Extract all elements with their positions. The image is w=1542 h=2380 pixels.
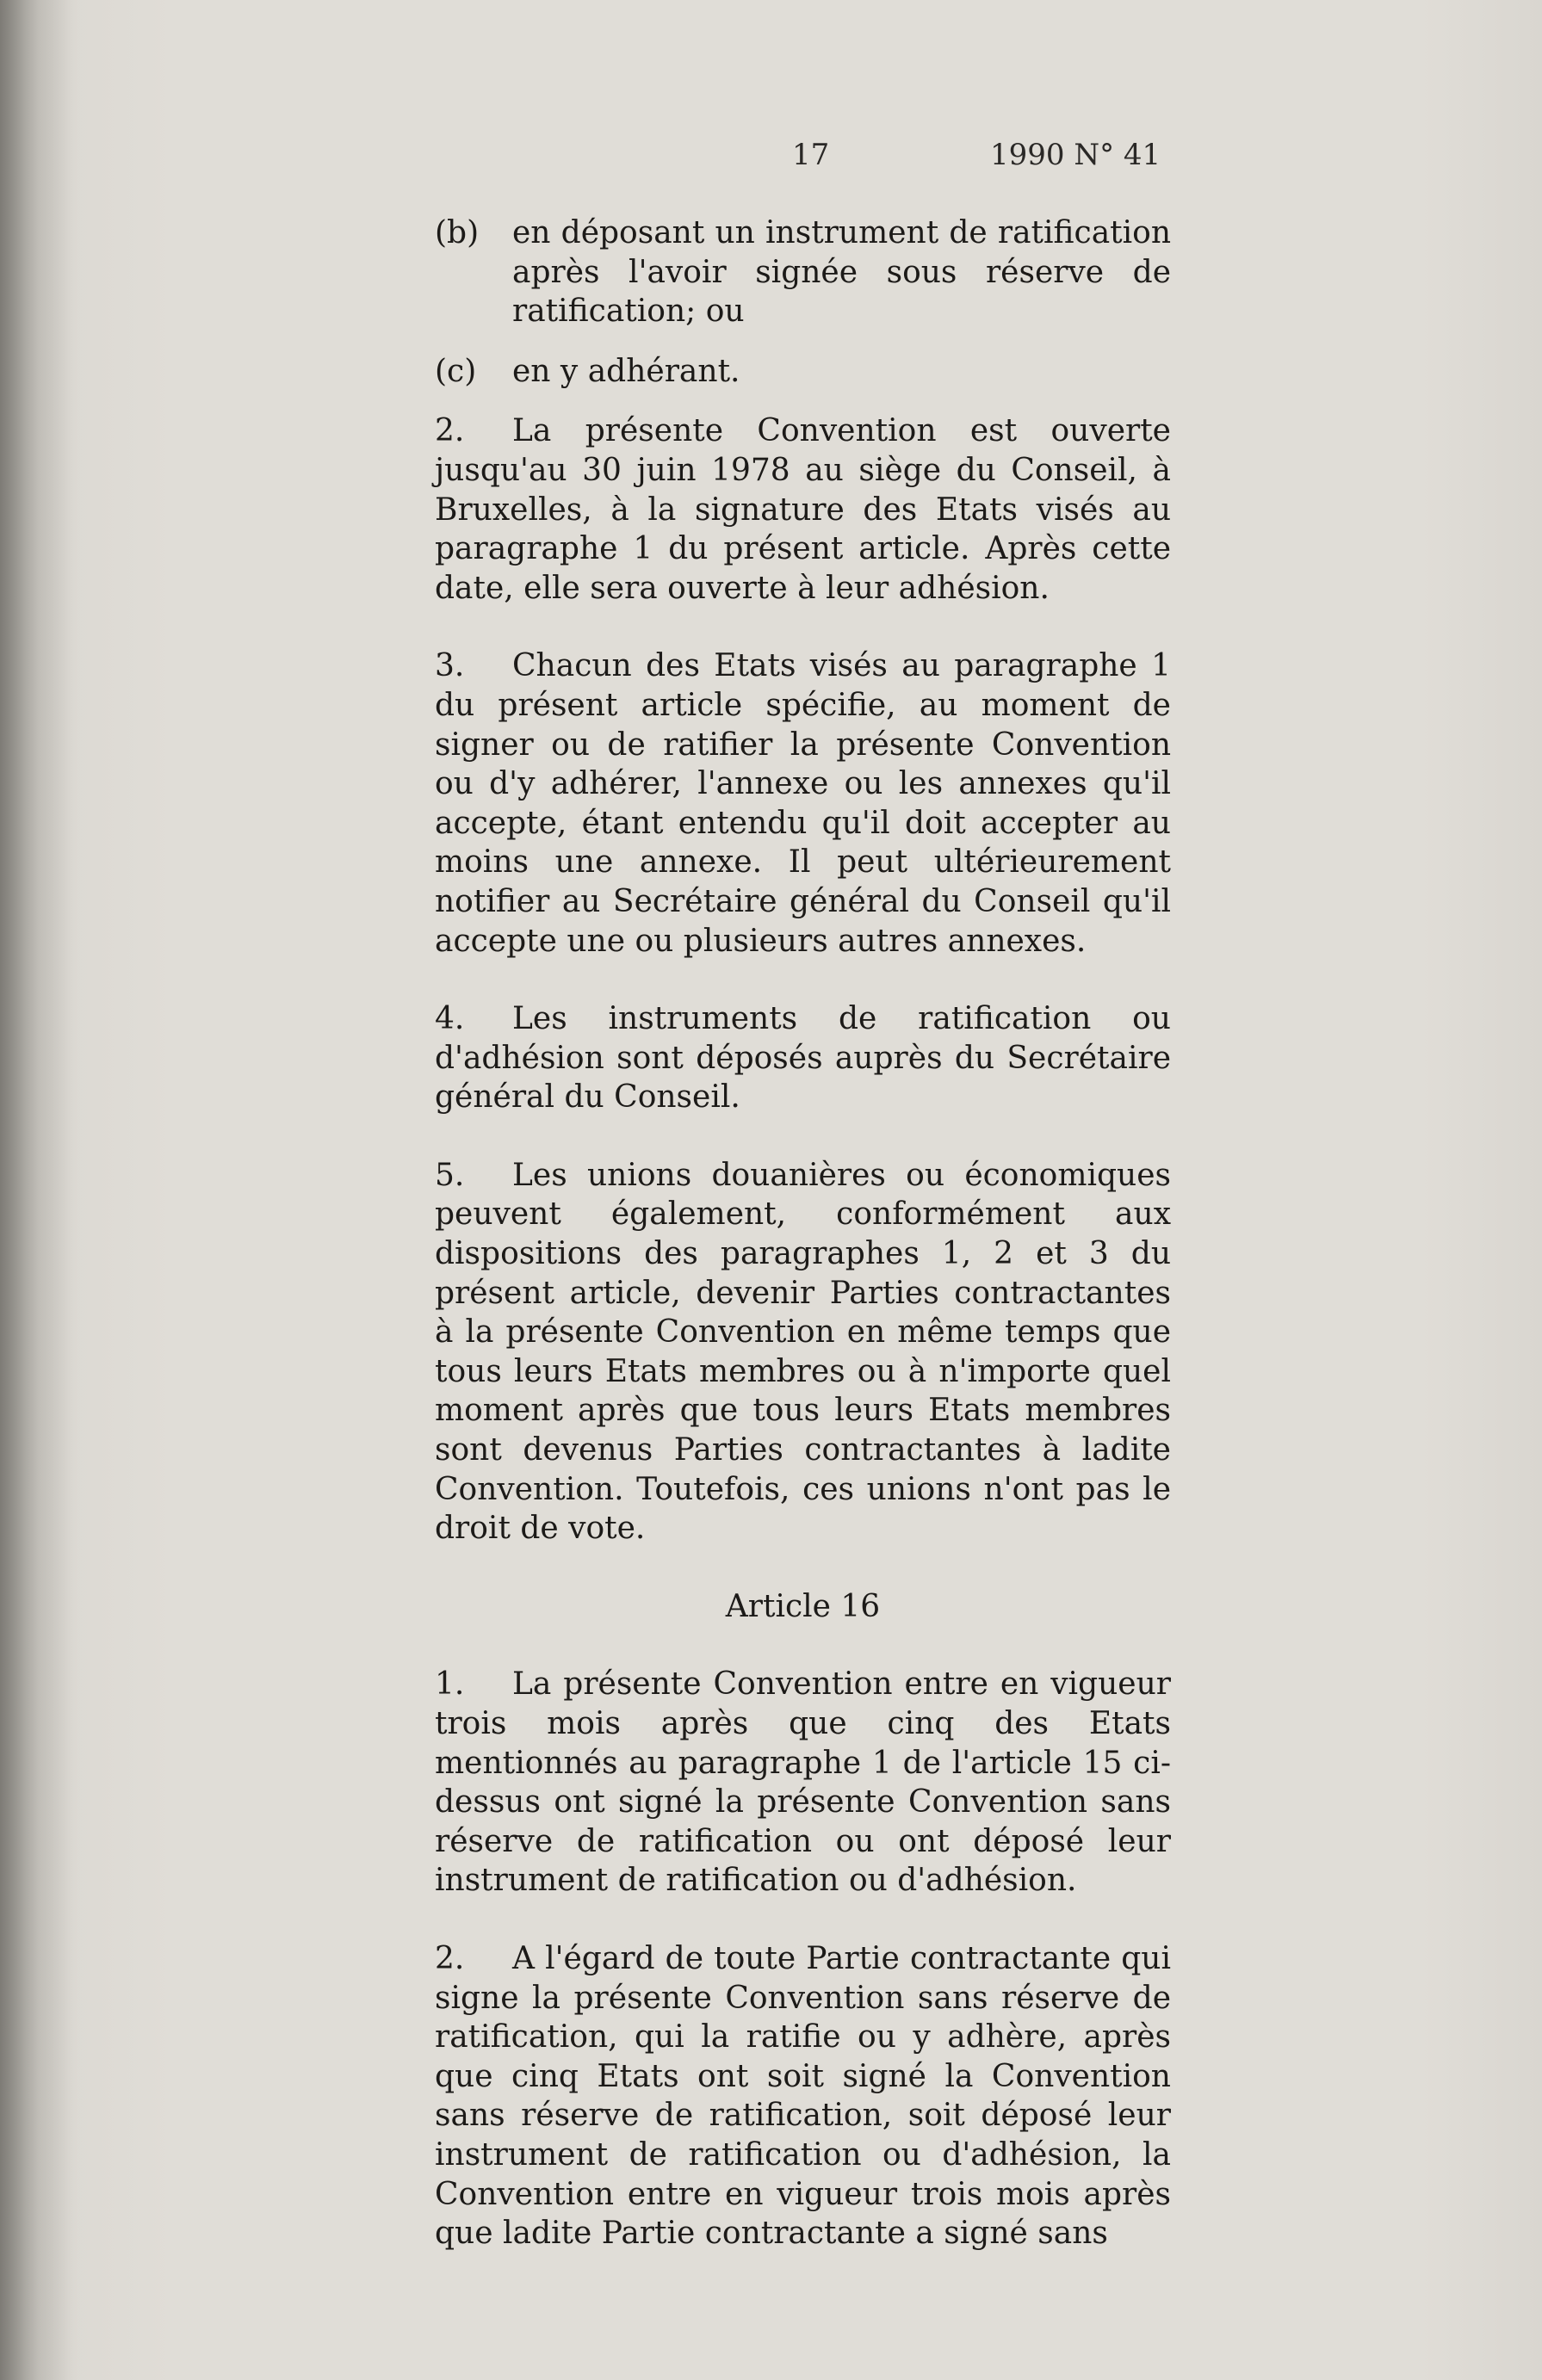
- body-text: [435, 213, 1171, 2292]
- paragraph-4: [435, 999, 1171, 1117]
- subparagraph-label: (c): [435, 353, 477, 389]
- article16-paragraph-2: [435, 1939, 1171, 2253]
- article16-paragraph-1: [435, 1665, 1171, 1901]
- page-binding-shadow: [0, 0, 77, 2380]
- subparagraph-label: (b): [435, 215, 480, 250]
- running-header: [430, 138, 1171, 181]
- paragraph-text: Les unions douanières ou économiques peuvent également, conformément aux dispositions des paragraphes 1, 2 et 3 du présent article, devenir Parties contractantes à la présente Convention en même temps que tous leurs Etats membres ou à n'importe quel moment après que tous leurs Etats membres sont devenus Parties contractantes à ladite Convention. Toutefois, ces unions n'ont pas le droit de vote.: [435, 1157, 1171, 1547]
- paragraph-number: 4.: [435, 1001, 465, 1037]
- paragraph-3: [435, 646, 1171, 961]
- paragraph-number: 3.: [435, 648, 465, 684]
- document-year-number: 1990 N° 41: [990, 138, 1161, 172]
- paragraph-text: Chacun des Etats visés au paragraphe 1 du présent article spécifie, au moment de signer ou de ratifier la présente Convention ou d'y adhérer, l'annexe ou les annexes qu'il accepte, étant entendu qu'il doit accepter au moins une annexe. Il peut ultérieurement notifier au Secrétaire général du Conseil qu'il accepte une ou plusieurs autres annexes.: [435, 648, 1171, 959]
- article-heading: Article 16: [725, 1588, 881, 1624]
- paragraph-number: 2.: [435, 1940, 465, 1976]
- subparagraph-text: en déposant un instrument de ratification après l'avoir signée sous réserve de ratification; ou: [512, 215, 1171, 330]
- subparagraph-text: en y adhérant.: [512, 353, 740, 389]
- paragraph-text: A l'égard de toute Partie contractante qui signe la présente Convention sans réserve de ratification, qui la ratifie ou y adhère, après que cinq Etats ont soit signé la Convention sans réserve de ratification, soit déposé leur instrument de ratification ou d'adhésion, la Convention entre en vigueur trois mois après que ladite Partie contractante a signé sans: [435, 1940, 1171, 2252]
- paragraph-number: 1.: [435, 1666, 465, 1703]
- subparagraph-b: [435, 213, 1171, 331]
- paragraph-text: La présente Convention entre en vigueur trois mois après que cinq des Etats mentionnés au paragraphe 1 de l'article 15 ci-dessus ont signé la présente Convention sans réserve de ratification ou ont déposé leur instrument de ratification ou d'adhésion.: [435, 1666, 1171, 1899]
- paragraph-number: 5.: [435, 1157, 465, 1193]
- paragraph-5: [435, 1156, 1171, 1549]
- page-number: 17: [792, 138, 830, 172]
- paragraph-number: 2.: [435, 413, 465, 449]
- paragraph-text: La présente Convention est ouverte jusqu'au 30 juin 1978 au siège du Conseil, à Bruxelles, à la signature des Etats visés au paragraphe 1 du présent article. Après cette date, elle sera ouverte à leur adhésion.: [435, 413, 1171, 606]
- paragraph-text: Les instruments de ratification ou d'adhésion sont déposés auprès du Secrétaire général du Conseil.: [435, 1001, 1171, 1116]
- subparagraph-c: [435, 352, 1171, 392]
- paragraph-2: [435, 411, 1171, 608]
